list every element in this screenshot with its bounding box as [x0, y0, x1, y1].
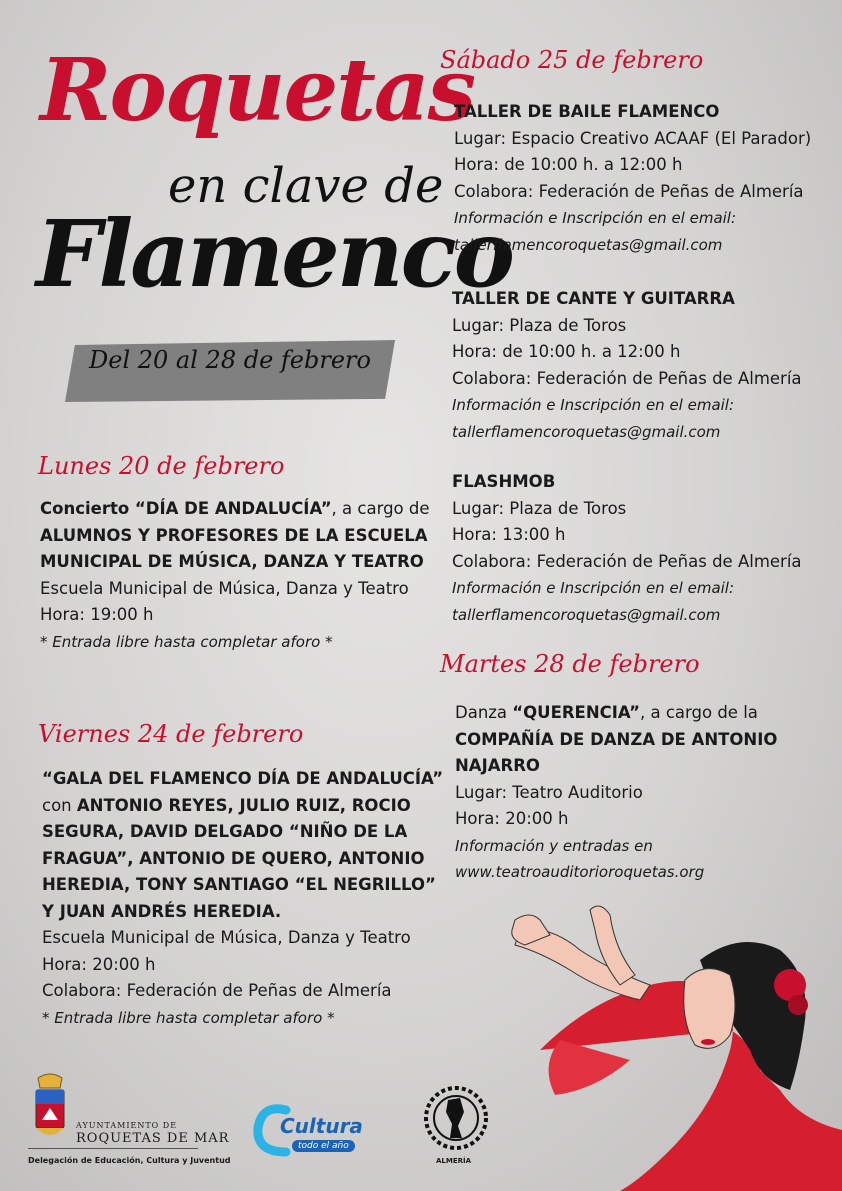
- event-hora: Hora: 13:00 h: [452, 525, 566, 544]
- viernes-entrada: * Entrada libre hasta completar aforo *: [42, 1008, 335, 1027]
- lunes-performers-2: MUNICIPAL DE MÚSICA, DANZA Y TEATRO: [40, 552, 424, 571]
- sabado-heading: Sábado 25 de febrero: [440, 46, 704, 74]
- martes-hora: Hora: 20:00 h: [455, 809, 569, 828]
- viernes-gala-title: “GALA DEL FLAMENCO DÍA DE ANDALUCÍA”: [42, 769, 444, 788]
- footer-divider: [28, 1148, 198, 1149]
- event-title: TALLER DE BAILE FLAMENCO: [454, 102, 720, 121]
- event-colabora: Colabora: Federación de Peñas de Almería: [452, 368, 802, 388]
- lunes-performers-1: ALUMNOS Y PROFESORES DE LA ESCUELA: [40, 525, 428, 545]
- event-colabora: Colabora: Federación de Peñas de Almería: [452, 551, 802, 571]
- viernes-block: [42, 766, 443, 1031]
- almeria-label: ALMERÍA: [436, 1157, 472, 1165]
- lunes-hora: Hora: 19:00 h: [40, 605, 154, 624]
- lunes-entrada: * Entrada libre hasta completar aforo *: [40, 632, 333, 651]
- federacion-penas-almeria-seal-icon: [420, 1082, 492, 1154]
- martes-danza: Danza: [455, 703, 513, 722]
- viernes-artists-3: FRAGUA”, ANTONIO DE QUERO, ANTONIO: [42, 848, 425, 868]
- martes-info: Información y entradas en: [455, 836, 653, 855]
- event-email[interactable]: tallerflamencoroquetas@gmail.com: [454, 235, 723, 254]
- viernes-artists-4: HEREDIA, TONY SANTIAGO “EL NEGRILLO”: [42, 875, 436, 894]
- viernes-hora: Hora: 20:00 h: [42, 954, 156, 974]
- roquetas-coat-of-arms-icon: [30, 1070, 70, 1145]
- event-title: TALLER DE CANTE Y GUITARRA: [452, 289, 735, 308]
- event-hora: Hora: de 10:00 h. a 12:00 h: [452, 342, 681, 361]
- lunes-concert-title: Concierto “DÍA DE ANDALUCÍA”: [40, 499, 332, 518]
- sabado-event-1: [454, 99, 811, 258]
- event-info: Información e Inscripción en el email:: [452, 579, 735, 597]
- martes-compania-2: NAJARRO: [455, 756, 540, 775]
- martes-website[interactable]: www.teatroauditorioroquetas.org: [455, 863, 705, 881]
- event-lugar: Lugar: Plaza de Toros: [452, 315, 627, 335]
- lunes-cargo: , a cargo de: [331, 499, 430, 518]
- event-email[interactable]: tallerflamencoroquetas@gmail.com: [452, 605, 721, 624]
- event-hora: Hora: de 10:00 h. a 12:00 h: [454, 155, 683, 174]
- martes-heading: Martes 28 de febrero: [440, 650, 700, 678]
- martes-querencia: “QUERENCIA”: [512, 703, 640, 722]
- viernes-venue: Escuela Municipal de Música, Danza y Teatro: [42, 928, 411, 947]
- viernes-colabora: Colabora: Federación de Peñas de Almería: [42, 981, 392, 1000]
- viernes-con: con: [42, 795, 77, 815]
- martes-lugar: Lugar: Teatro Auditorio: [455, 782, 643, 802]
- event-lugar: Lugar: Plaza de Toros: [452, 498, 627, 518]
- delegacion-text: Delegación de Educación, Cultura y Juventud: [28, 1156, 231, 1165]
- event-title: FLASHMOB: [452, 472, 556, 491]
- sabado-event-2: [452, 286, 802, 445]
- event-lugar: Lugar: Espacio Creativo ACAAF (El Parador): [454, 128, 812, 148]
- viernes-heading: Viernes 24 de febrero: [38, 720, 304, 748]
- flamenco-dancer-illustration: [500, 890, 842, 1191]
- viernes-artists-5: Y JUAN ANDRÉS HEREDIA.: [42, 901, 282, 921]
- poster-title-roquetas: Roquetas: [40, 40, 475, 141]
- poster-title-en-clave-de: en clave de: [168, 158, 444, 214]
- lunes-block: [40, 496, 430, 655]
- event-colabora: Colabora: Federación de Peñas de Almería: [454, 181, 804, 201]
- lunes-heading: Lunes 20 de febrero: [38, 452, 285, 480]
- lunes-venue: Escuela Municipal de Música, Danza y Teatro: [40, 578, 409, 598]
- event-info: Información e Inscripción en el email:: [452, 396, 735, 414]
- cultura-subtitle: todo el año: [292, 1140, 355, 1152]
- event-email[interactable]: tallerflamencoroquetas@gmail.com: [452, 422, 721, 441]
- cultura-wordmark: Cultura: [280, 1114, 363, 1138]
- ayuntamiento-small: AYUNTAMIENTO DE: [76, 1121, 178, 1130]
- date-range: Del 20 al 28 de febrero: [89, 346, 371, 374]
- viernes-artists-2: SEGURA, DAVID DELGADO “NIÑO DE LA: [42, 822, 408, 841]
- poster-title-flamenco: Flamenco: [36, 200, 513, 308]
- cultura-logo: [252, 1100, 362, 1162]
- martes-cargo: , a cargo de la: [639, 703, 758, 722]
- martes-compania-1: COMPAÑÍA DE DANZA DE ANTONIO: [455, 729, 778, 749]
- martes-block: [455, 700, 777, 886]
- sabado-event-3: [452, 469, 802, 628]
- event-info: Información e Inscripción en el email:: [454, 209, 737, 227]
- ayuntamiento-name: ROQUETAS DE MAR: [76, 1131, 230, 1146]
- viernes-artists-1: ANTONIO REYES, JULIO RUIZ, ROCIO: [76, 795, 411, 815]
